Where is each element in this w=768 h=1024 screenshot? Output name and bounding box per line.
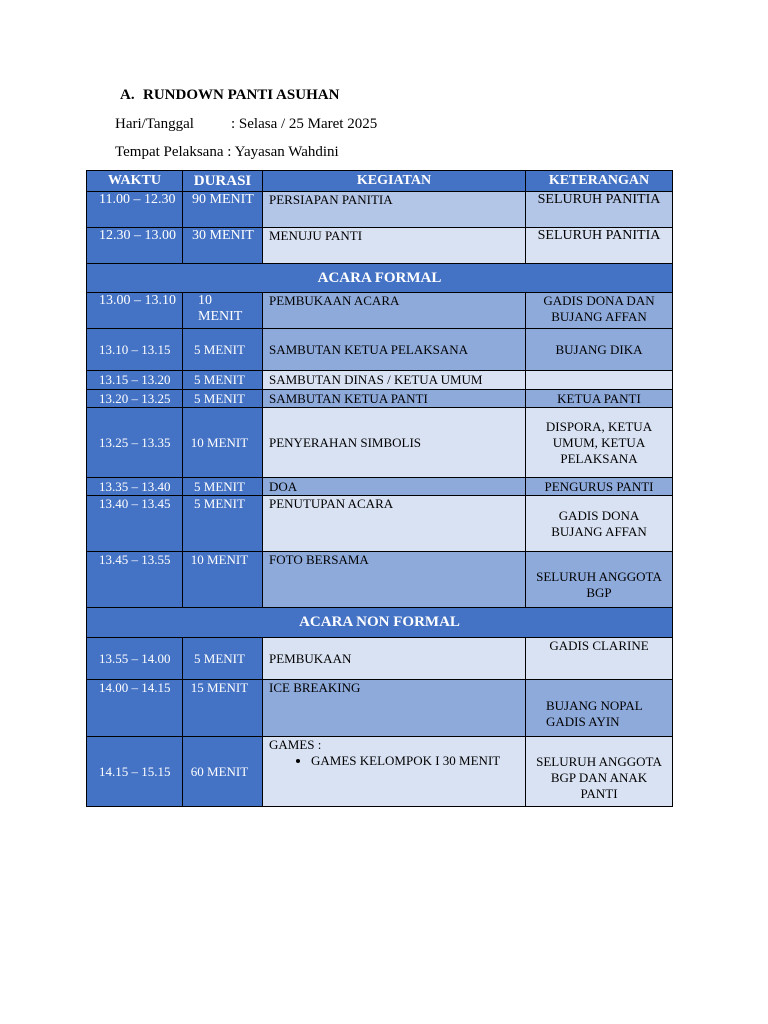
header-keterangan: KETERANGAN: [526, 171, 673, 192]
header-kegiatan: KEGIATAN: [263, 171, 526, 192]
cell-kegiatan: SAMBUTAN DINAS / KETUA UMUM: [263, 371, 526, 390]
cell-kegiatan: ICE BREAKING: [263, 680, 526, 737]
cell-durasi: 10 MENIT: [183, 552, 263, 608]
cell-durasi: 5 MENIT: [183, 329, 263, 371]
document-heading: [120, 87, 339, 104]
table-row: [87, 408, 673, 478]
cell-keterangan: KETUA PANTI: [526, 390, 673, 408]
cell-kegiatan-games: [263, 737, 526, 807]
cell-waktu: 13.10 – 13.15: [87, 329, 183, 371]
table-row: [87, 371, 673, 390]
cell-kegiatan: MENUJU PANTI: [263, 228, 526, 264]
table-row: [87, 293, 673, 329]
games-label: GAMES :: [269, 737, 322, 752]
cell-durasi: 10 MENIT: [183, 408, 263, 478]
cell-durasi: 15 MENIT: [183, 680, 263, 737]
cell-keterangan: GADIS CLARINE: [526, 638, 673, 680]
table-row: [87, 638, 673, 680]
cell-durasi: 10 MENIT: [183, 293, 263, 329]
cell-durasi: 90 MENIT: [183, 192, 263, 228]
table-row: [87, 552, 673, 608]
cell-durasi: 5 MENIT: [183, 478, 263, 496]
heading-title: RUNDOWN PANTI ASUHAN: [143, 87, 340, 103]
cell-durasi: 5 MENIT: [183, 371, 263, 390]
cell-keterangan: GADIS DONA BUJANG AFFAN: [526, 496, 673, 552]
cell-keterangan: [526, 371, 673, 390]
cell-kegiatan: PERSIAPAN PANITIA: [263, 192, 526, 228]
place-value: : Yayasan Wahdini: [227, 144, 339, 160]
cell-kegiatan: SAMBUTAN KETUA PELAKSANA: [263, 329, 526, 371]
cell-waktu: 13.40 – 13.45: [87, 496, 183, 552]
heading-number: A.: [120, 87, 135, 103]
table-row: [87, 478, 673, 496]
cell-waktu: 13.20 – 13.25: [87, 390, 183, 408]
cell-durasi: 5 MENIT: [183, 638, 263, 680]
table-row: [87, 496, 673, 552]
cell-waktu: 13.35 – 13.40: [87, 478, 183, 496]
section-title-formal: ACARA FORMAL: [87, 264, 673, 293]
cell-kegiatan: PENUTUPAN ACARA: [263, 496, 526, 552]
cell-waktu: 12.30 – 13.00: [87, 228, 183, 264]
header-durasi: DURASI: [183, 171, 263, 192]
section-title-nonformal: ACARA NON FORMAL: [87, 608, 673, 638]
place-label: Tempat Pelaksana: [115, 144, 224, 160]
date-label: Hari/Tanggal: [115, 116, 194, 132]
table-row: [87, 192, 673, 228]
cell-keterangan: GADIS DONA DAN BUJANG AFFAN: [526, 293, 673, 329]
cell-kegiatan: PEMBUKAAN ACARA: [263, 293, 526, 329]
cell-keterangan: SELURUH PANITIA: [526, 192, 673, 228]
cell-kegiatan: DOA: [263, 478, 526, 496]
cell-kegiatan: PEMBUKAAN: [263, 638, 526, 680]
table-row: [87, 390, 673, 408]
cell-waktu: 13.25 – 13.35: [87, 408, 183, 478]
cell-waktu: 11.00 – 12.30: [87, 192, 183, 228]
date-value: : Selasa / 25 Maret 2025: [231, 116, 378, 132]
cell-keterangan: BUJANG NOPAL GADIS AYIN: [526, 680, 673, 737]
table-row: [87, 737, 673, 807]
section-row-formal: [87, 264, 673, 293]
cell-keterangan: SELURUH ANGGOTA BGP DAN ANAK PANTI: [526, 737, 673, 807]
cell-waktu: 13.45 – 13.55: [87, 552, 183, 608]
table-row: [87, 680, 673, 737]
cell-durasi: 60 MENIT: [183, 737, 263, 807]
section-row-nonformal: [87, 608, 673, 638]
date-line: [115, 116, 377, 133]
table-row: [87, 228, 673, 264]
table-row: [87, 329, 673, 371]
table-header-row: [87, 171, 673, 192]
rundown-table: [86, 170, 673, 807]
cell-keterangan: DISPORA, KETUA UMUM, KETUA PELAKSANA: [526, 408, 673, 478]
cell-durasi: 30 MENIT: [183, 228, 263, 264]
cell-keterangan: BUJANG DIKA: [526, 329, 673, 371]
cell-durasi: 5 MENIT: [183, 496, 263, 552]
cell-waktu: 14.00 – 14.15: [87, 680, 183, 737]
cell-keterangan: SELURUH ANGGOTA BGP: [526, 552, 673, 608]
list-item: • GAMES KELOMPOK I 30 MENIT: [311, 753, 519, 769]
place-line: [115, 144, 339, 161]
cell-waktu: 13.00 – 13.10: [87, 293, 183, 329]
cell-keterangan: SELURUH PANITIA: [526, 228, 673, 264]
header-waktu: WAKTU: [87, 171, 183, 192]
games-list: [269, 753, 519, 769]
cell-waktu: 14.15 – 15.15: [87, 737, 183, 807]
cell-kegiatan: SAMBUTAN KETUA PANTI: [263, 390, 526, 408]
cell-kegiatan: PENYERAHAN SIMBOLIS: [263, 408, 526, 478]
cell-kegiatan: FOTO BERSAMA: [263, 552, 526, 608]
cell-durasi: 5 MENIT: [183, 390, 263, 408]
cell-waktu: 13.55 – 14.00: [87, 638, 183, 680]
cell-keterangan: PENGURUS PANTI: [526, 478, 673, 496]
cell-waktu: 13.15 – 13.20: [87, 371, 183, 390]
